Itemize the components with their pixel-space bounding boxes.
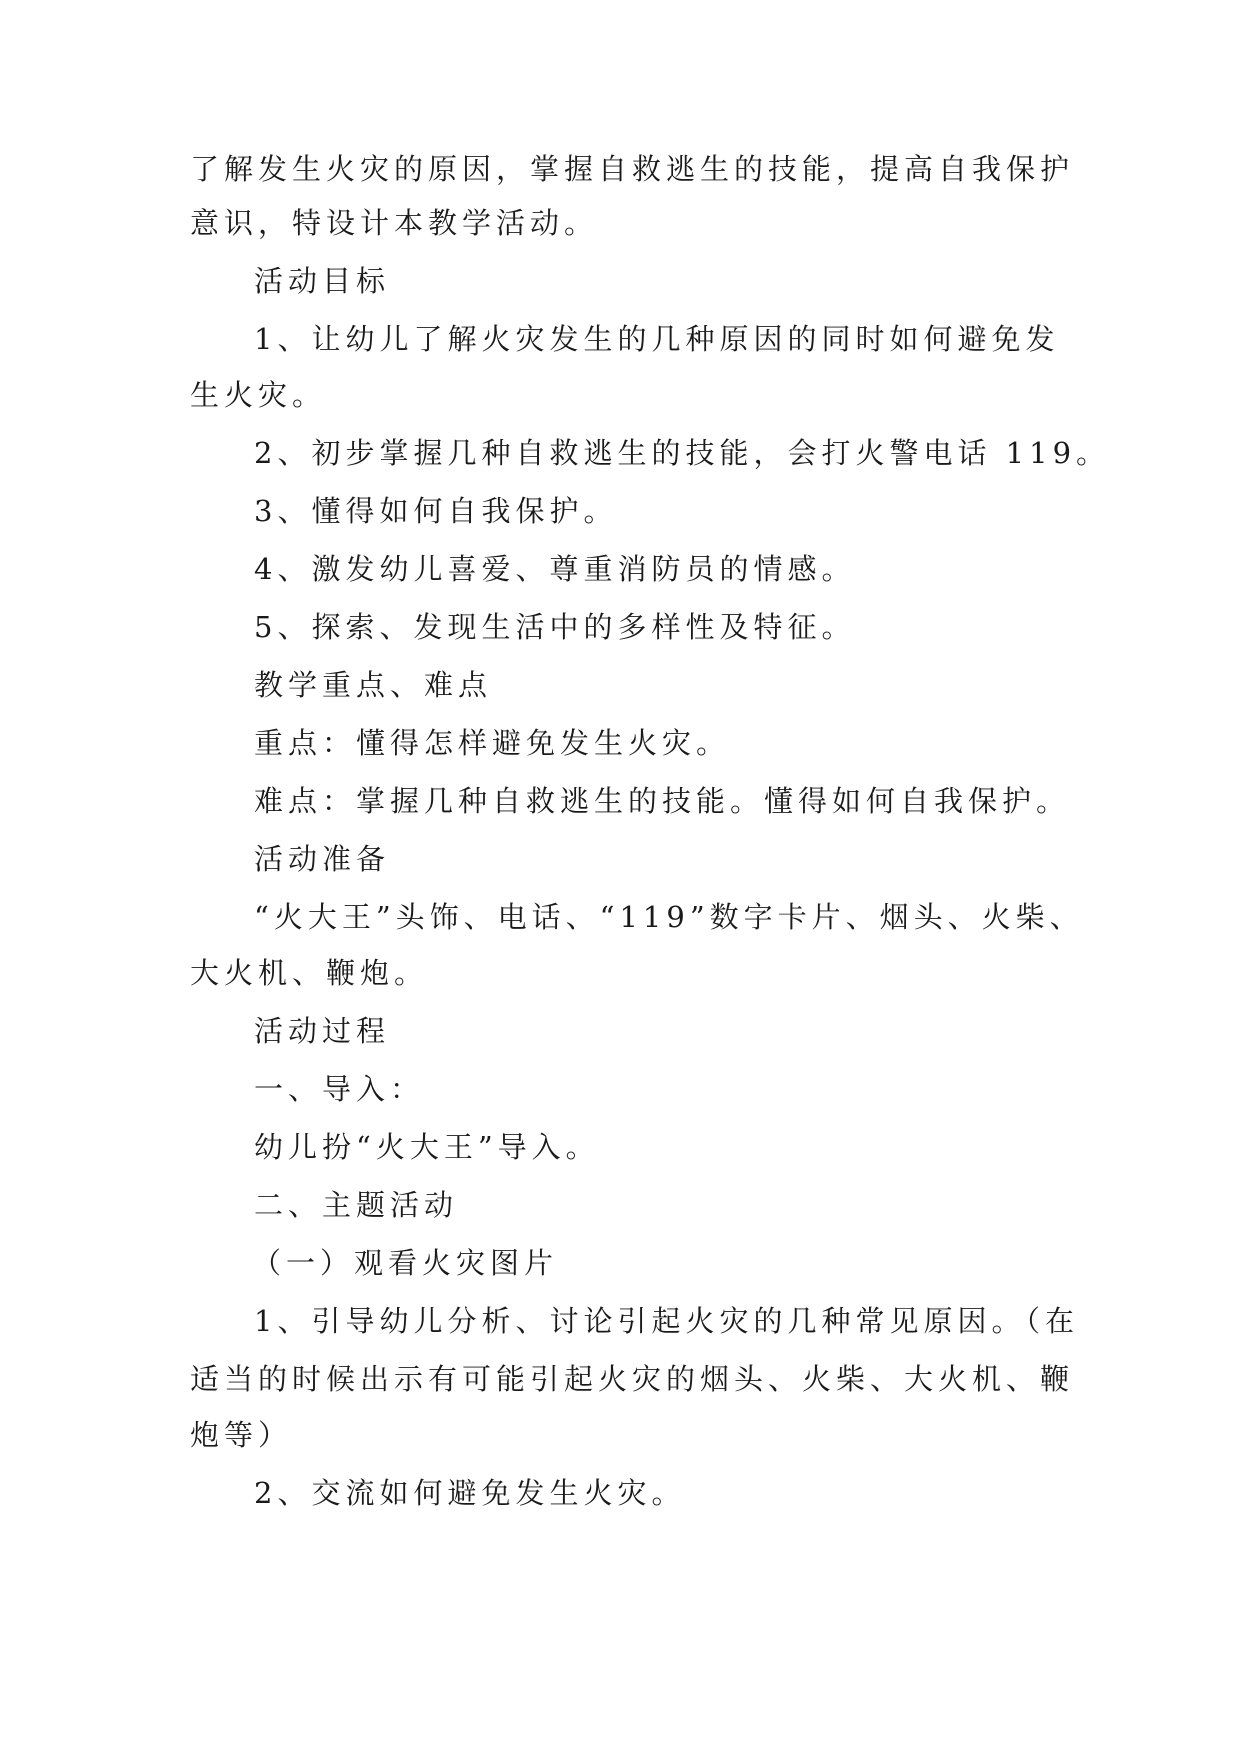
text-line: 2、交流如何避免发生火灾。: [254, 1476, 686, 1510]
text-line: 4、激发幼儿喜爱、尊重消防员的情感。: [254, 552, 856, 586]
text-line: 了解发生火灾的原因，掌握自救逃生的技能，提高自我保护: [190, 152, 1075, 186]
text-line: “火大王”头饰、电话、“119”数字卡片、烟头、火柴、: [254, 900, 1084, 934]
text-line: 2、初步掌握几种自救逃生的技能，会打火警电话 119。: [254, 436, 1111, 470]
text-line: 3、懂得如何自我保护。: [254, 494, 618, 528]
section-heading: 教学重点、难点: [254, 668, 493, 702]
section-heading: （一）观看火灾图片: [252, 1246, 559, 1280]
text-line: 难点：掌握几种自救逃生的技能。懂得如何自我保护。: [254, 784, 1071, 818]
text-line: 大火机、鞭炮。: [190, 956, 429, 990]
text-line: 1、让幼儿了解火灾发生的几种原因的同时如何避免发: [254, 322, 1060, 356]
section-heading: 二、主题活动: [254, 1188, 459, 1222]
text-line: 幼儿扮“火大王”导入。: [254, 1130, 600, 1164]
text-line: 生火灾。: [190, 378, 327, 412]
section-heading: 一、导入：: [254, 1072, 425, 1106]
text-line: 重点：懂得怎样避免发生火灾。: [254, 726, 731, 760]
text-line: 炮等）: [190, 1418, 293, 1452]
section-heading: 活动过程: [254, 1014, 391, 1048]
section-heading: 活动准备: [254, 842, 391, 876]
text-line: 适当的时候出示有可能引起火灾的烟头、火柴、大火机、鞭: [190, 1362, 1075, 1396]
text-line: 1、引导幼儿分析、讨论引起火灾的几种常见原因。（在: [254, 1304, 1079, 1338]
text-line: 意识，特设计本教学活动。: [190, 206, 599, 240]
section-heading: 活动目标: [254, 264, 391, 298]
text-line: 5、探索、发现生活中的多样性及特征。: [254, 610, 856, 644]
